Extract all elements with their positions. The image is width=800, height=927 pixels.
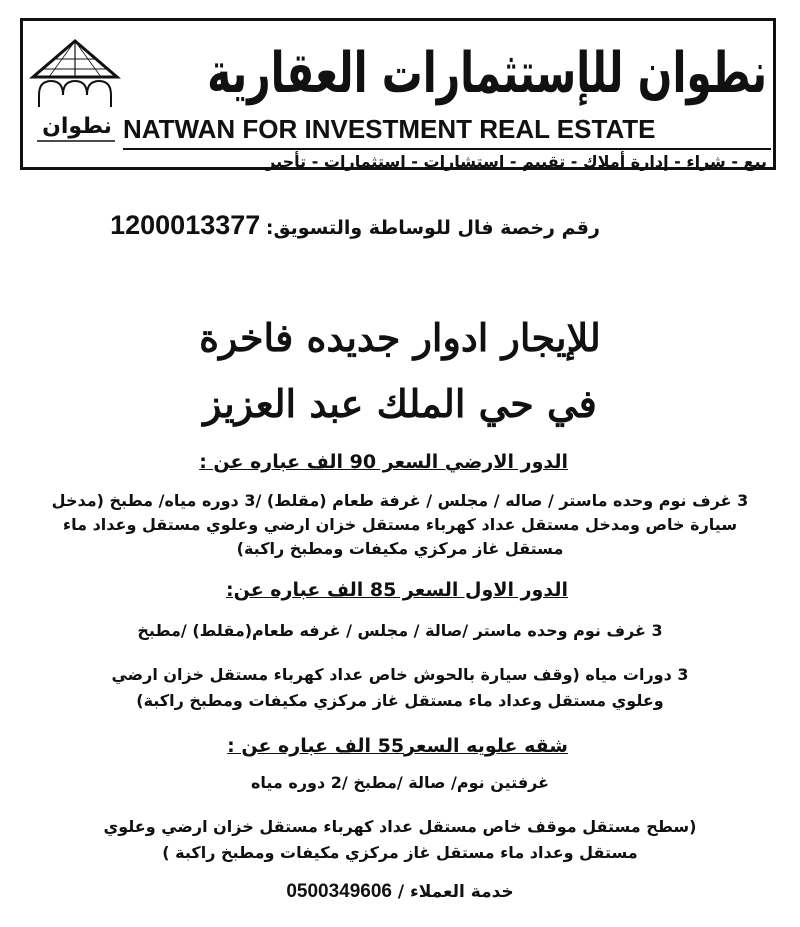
ground-floor-detail-2: سيارة خاص ومدخل مستقل عداد كهرباء مستقل خزان ارضي وعلوي مستقل وعداد ماء (62, 515, 738, 534)
license-number: 1200013377 (110, 210, 261, 240)
services-list: بيع - شراء - إدارة أملاك - تقييم - استشارات - استثمارات - تأجير (266, 152, 767, 171)
header-divider (123, 148, 771, 150)
company-logo (29, 37, 121, 149)
upper-apartment-detail-2: (سطح مستقل موقف خاص مستقل عداد كهرباء مستقل خزان ارضي وعلوي (103, 817, 697, 836)
license-label: رقم رخصة فال للوساطة والتسويق: (265, 217, 600, 239)
ground-floor-detail-1: 3 غرف نوم وحده ماستر / صاله / مجلس / غرفة طعام (مقلط) /3 دوره مياه/ مطبخ (مدخل (51, 491, 749, 510)
first-floor-detail-2: 3 دورات مياه (وقف سيارة بالحوش خاص عداد كهرباء مستقل خزان ارضي (111, 665, 689, 684)
customer-service-line (40, 880, 760, 904)
ground-floor-heading: الدور الارضي السعر 90 الف عباره عن : (199, 451, 568, 473)
headline-line-1: للإيجار ادوار جديده فاخرة (199, 315, 601, 360)
upper-apartment-heading: شقه علويه السعر55 الف عباره عن : (227, 735, 568, 757)
headline-line-2: في حي الملك عبد العزيز (203, 381, 597, 426)
ground-floor-detail-3: مستقل غاز مركزي مكيفات ومطبخ راكبة) (236, 539, 564, 558)
first-floor-detail-3: وعلوي مستقل وعداد ماء مستقل غاز مركزي مكيفات ومطبخ راكبة) (136, 691, 664, 710)
svg-text:نطوان: نطوان (42, 114, 112, 139)
brand-name-arabic: نطوان للإستثمارات العقارية (207, 41, 767, 106)
first-floor-heading: الدور الاول السعر 85 الف عباره عن: (226, 579, 568, 601)
upper-apartment-detail-1: غرفتين نوم/ صالة /مطبخ /2 دوره مياه (250, 773, 550, 792)
first-floor-detail-1: 3 غرف نوم وحده ماستر /صالة / مجلس / غرفه طعام(مقلط) /مطبخ (137, 621, 663, 640)
brand-name-english: NATWAN FOR INVESTMENT REAL ESTATE (123, 114, 656, 144)
letterhead (20, 18, 776, 170)
customer-service-phone: 0500349606 (286, 881, 392, 902)
license-line (60, 210, 650, 246)
upper-apartment-detail-3: مستقل وعداد ماء مستقل غاز مركزي مكيفات ومطبخ راكبة ) (162, 843, 638, 862)
customer-service-label: خدمة العملاء / (397, 882, 514, 902)
